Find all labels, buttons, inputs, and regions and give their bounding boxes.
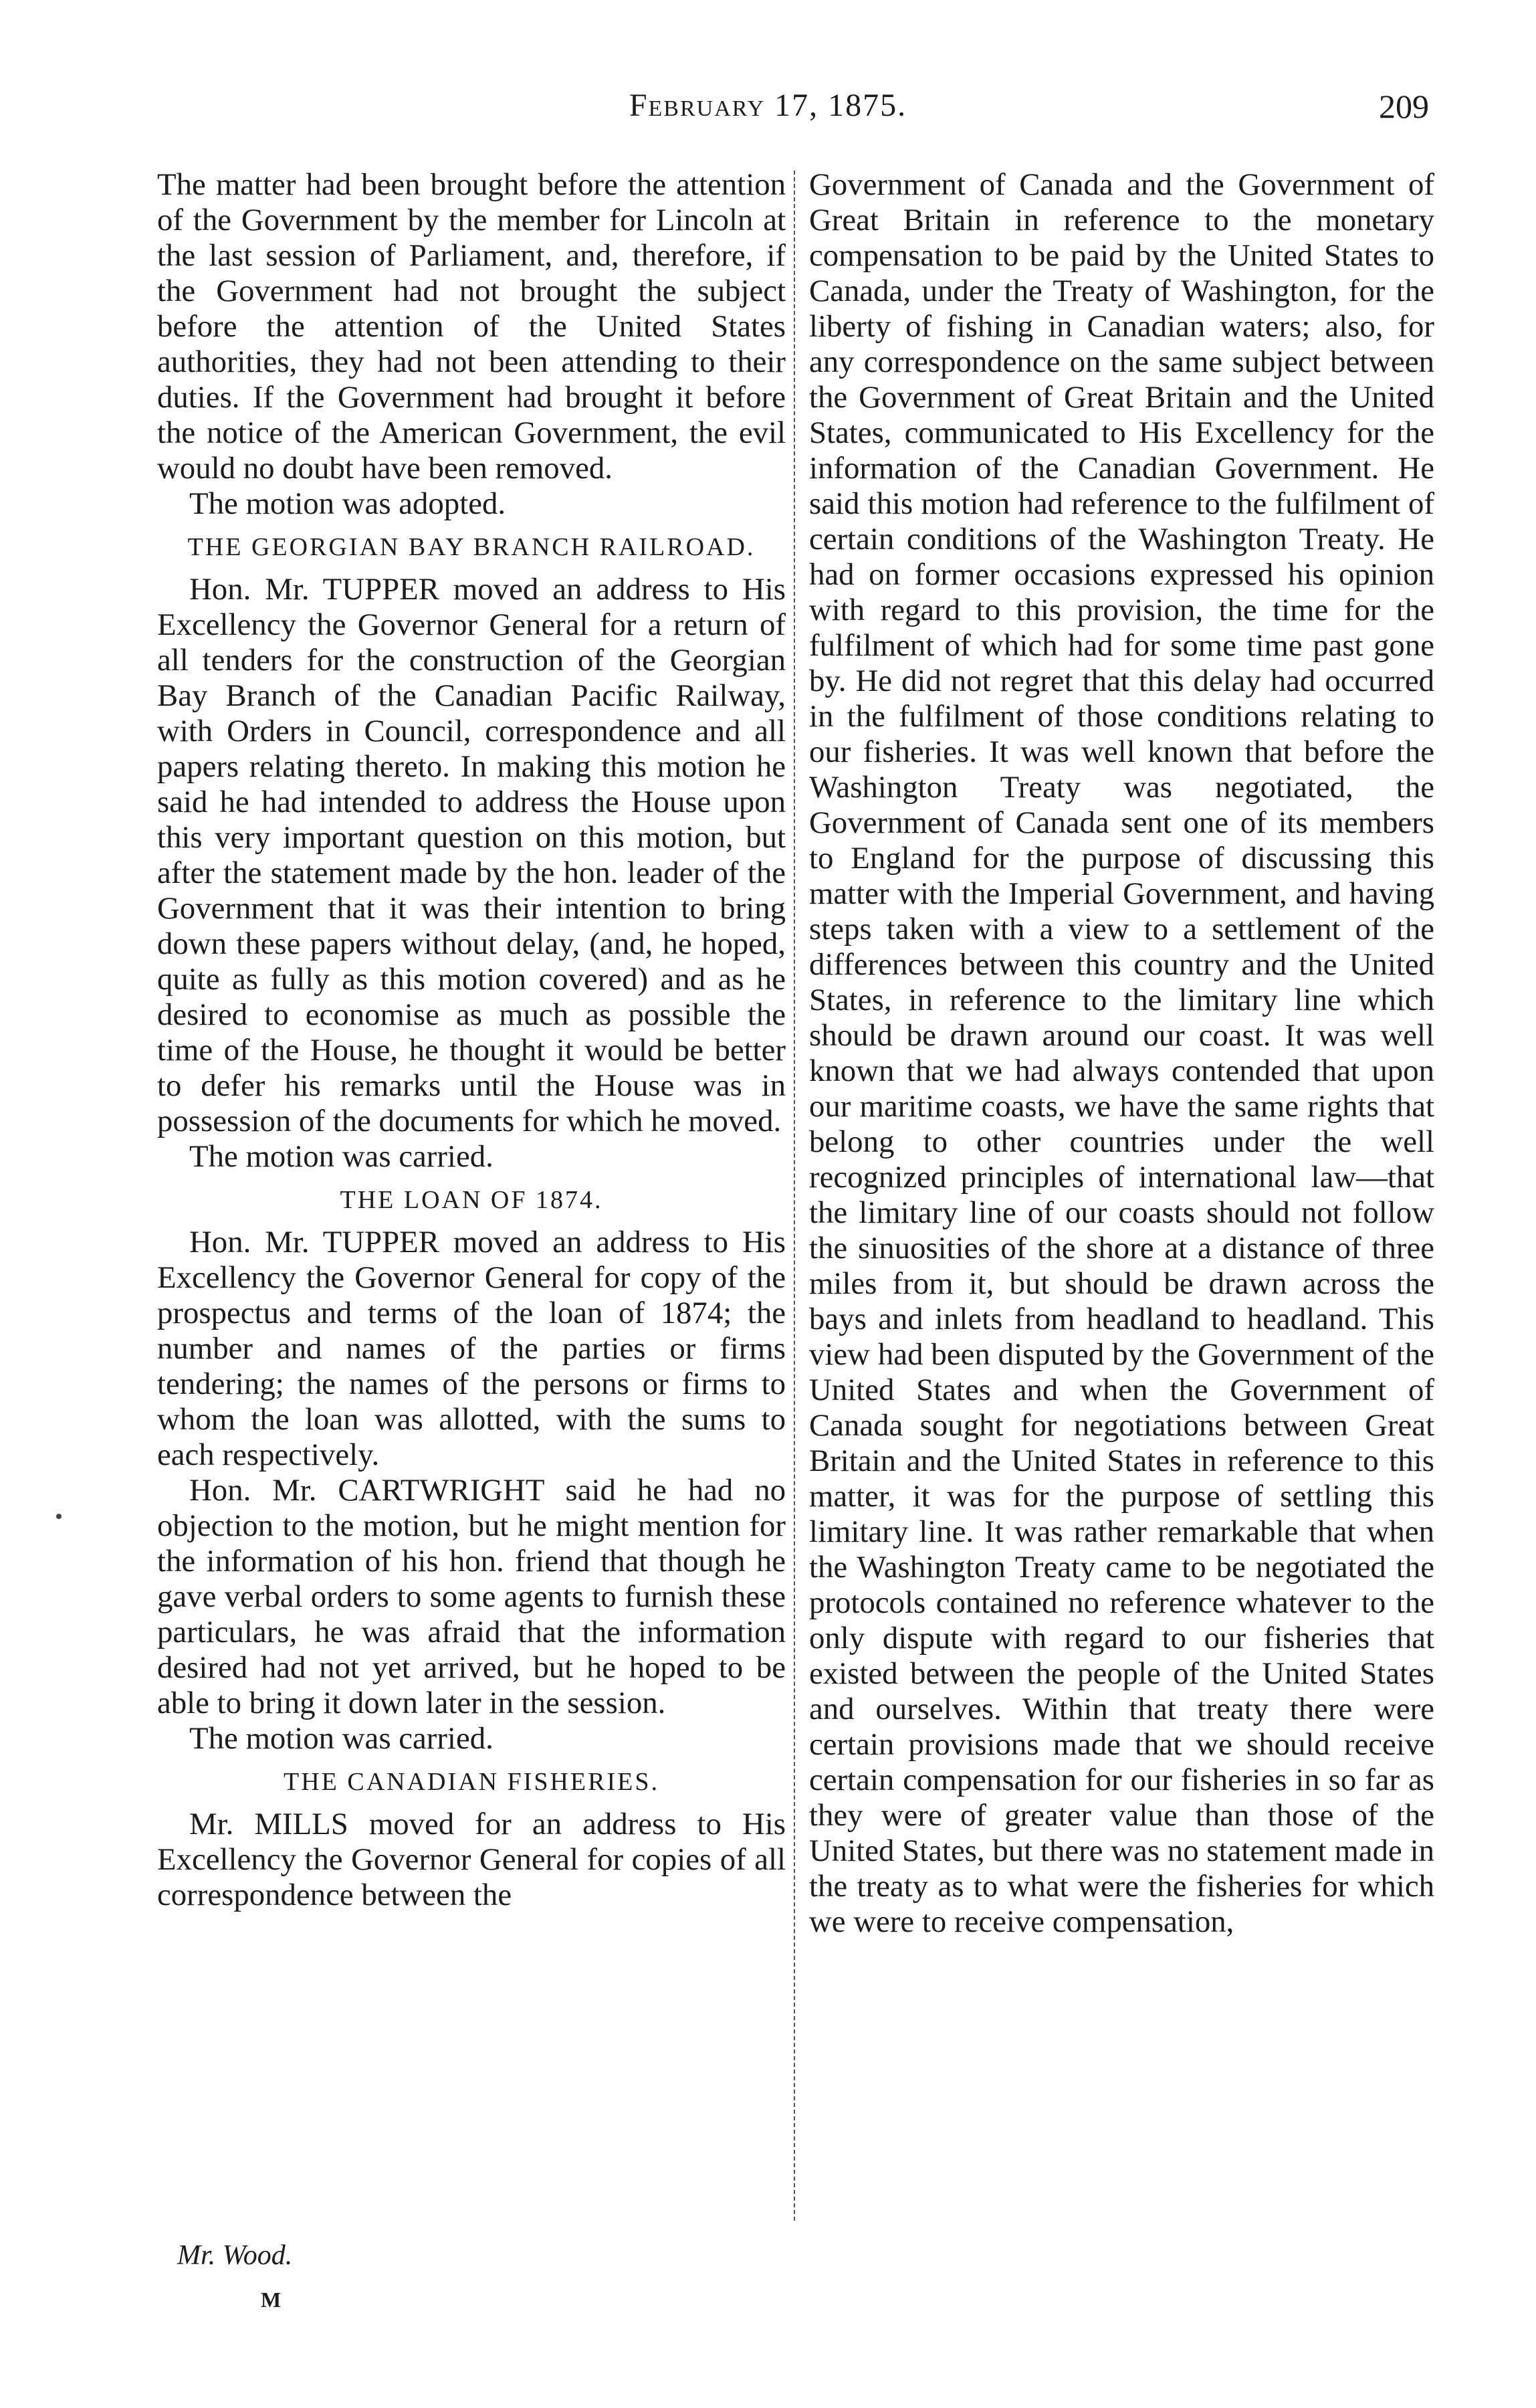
section-heading: THE GEORGIAN BAY BRANCH RAILROAD. [187,533,756,561]
paragraph: Mr. MILLS moved for an address to His Excellency the Governor General for copies of all correspondence between the [157,1807,786,1912]
paragraph: Government of Canada and the Government of Great Britain in reference to the monetary compensation to be paid by the United States to Canada, under the Treaty of Washington, for the liberty of fishing in Canadian waters; also, for any correspondence on the same subject between the Government of Great Britain and the United States, communicated to His Excellency for the information of the Canadian Government. He said this motion had reference to the fulfilment of certain conditions of the Washington Treaty. He had on former occasions expressed his opinion with regard to this provision, the time for the fulfilment of which had for some time past gone by. He did not regret that this delay had occurred in the fulfilment of those conditions relating to our fisheries. It was well known that before the Washington Treaty was negotiated, the Government of Canada sent one of its members to England for the purpose of discussing this matter with the Imperial Government, and having steps taken with a view to a settlement of the differences between this country and the United States, in reference to the limitary line which should be drawn around our coast. It was well known that we had always contended that upon our maritime coasts, we have the same rights that belong to other countries under the well recognized principles of international law—that the limitary line of our coasts should not follow the sinuosities of the shore at a distance of three miles from it, but should be drawn across the bays and inlets from headland to headland. This view had been disputed by the Government of the United States and when the Government of Canada sought for negotiations between Great Britain and the United States in reference to this matter, it was for the purpose of settling this limitary line. It was rather remarkable that when the Washington Treaty came to be negotiated the protocols contained no reference whatever to the only dispute with regard to our fisheries that existed between the people of the United States and ourselves. Within that treaty there were certain provisions made that we should receive certain compensation for our fisheries in so far as they were of greater value than those of the United States, but there was no statement made in the treaty as to what were the fisheries for which we were to receive compensation, [809,167,1434,1939]
paragraph: The motion was adopted. [189,486,506,521]
section-heading: THE CANADIAN FISHERIES. [284,1768,659,1796]
paragraph: The matter had been brought before the attention of the Government by the member for Lincoln at the last session of Parliament, and, therefore, if the Government had not brought the subject before the attention of the United States authorities, they had not been attending to their duties. If the Government had brought it before the notice of the American Government, the evil would no doubt have been removed. [157,167,786,486]
running-head: February 17, 1875. [629,88,907,123]
footer-signature: Mr. Wood. [177,2240,293,2271]
signature-mark: M [261,2288,282,2312]
page-header [0,87,1536,140]
right-column [809,167,1434,1940]
column-divider [794,171,795,2221]
left-column [157,167,786,1913]
page-number: 209 [1379,88,1429,125]
paragraph: The motion was carried. [189,1139,493,1174]
paragraph: Hon. Mr. CARTWRIGHT said he had no objection to the motion, but he might mention for the information of his hon. friend that though he gave verbal orders to some agents to furnish these particulars, he was afraid that the information desired had not yet arrived, but he hoped to be able to bring it down later in the session. [157,1473,786,1720]
paragraph: Hon. Mr. TUPPER moved an address to His Excellency the Governor General for copy of the prospectus and terms of the loan of 1874; the number and names of the parties or firms tendering; the names of the persons or firms to whom the loan was allotted, with the sums to each respectively. [157,1225,786,1472]
paragraph: Hon. Mr. TUPPER moved an address to His Excellency the Governor General for a return of all tenders for the construction of the Georgian Bay Branch of the Canadian Pacific Railway, with Orders in Council, correspondence and all papers relating thereto. In making this motion he said he had intended to address the House upon this very important question on this motion, but after the statement made by the hon. leader of the Government that it was their intention to bring down these papers without delay, (and, he hoped, quite as fully as this motion covered) and as he desired to economise as much as possible the time of the House, he thought it would be better to defer his remarks until the House was in possession of the documents for which he moved. [157,572,786,1138]
section-heading: THE LOAN OF 1874. [340,1186,603,1214]
stray-mark [56,1514,62,1519]
paragraph: The motion was carried. [189,1721,493,1756]
